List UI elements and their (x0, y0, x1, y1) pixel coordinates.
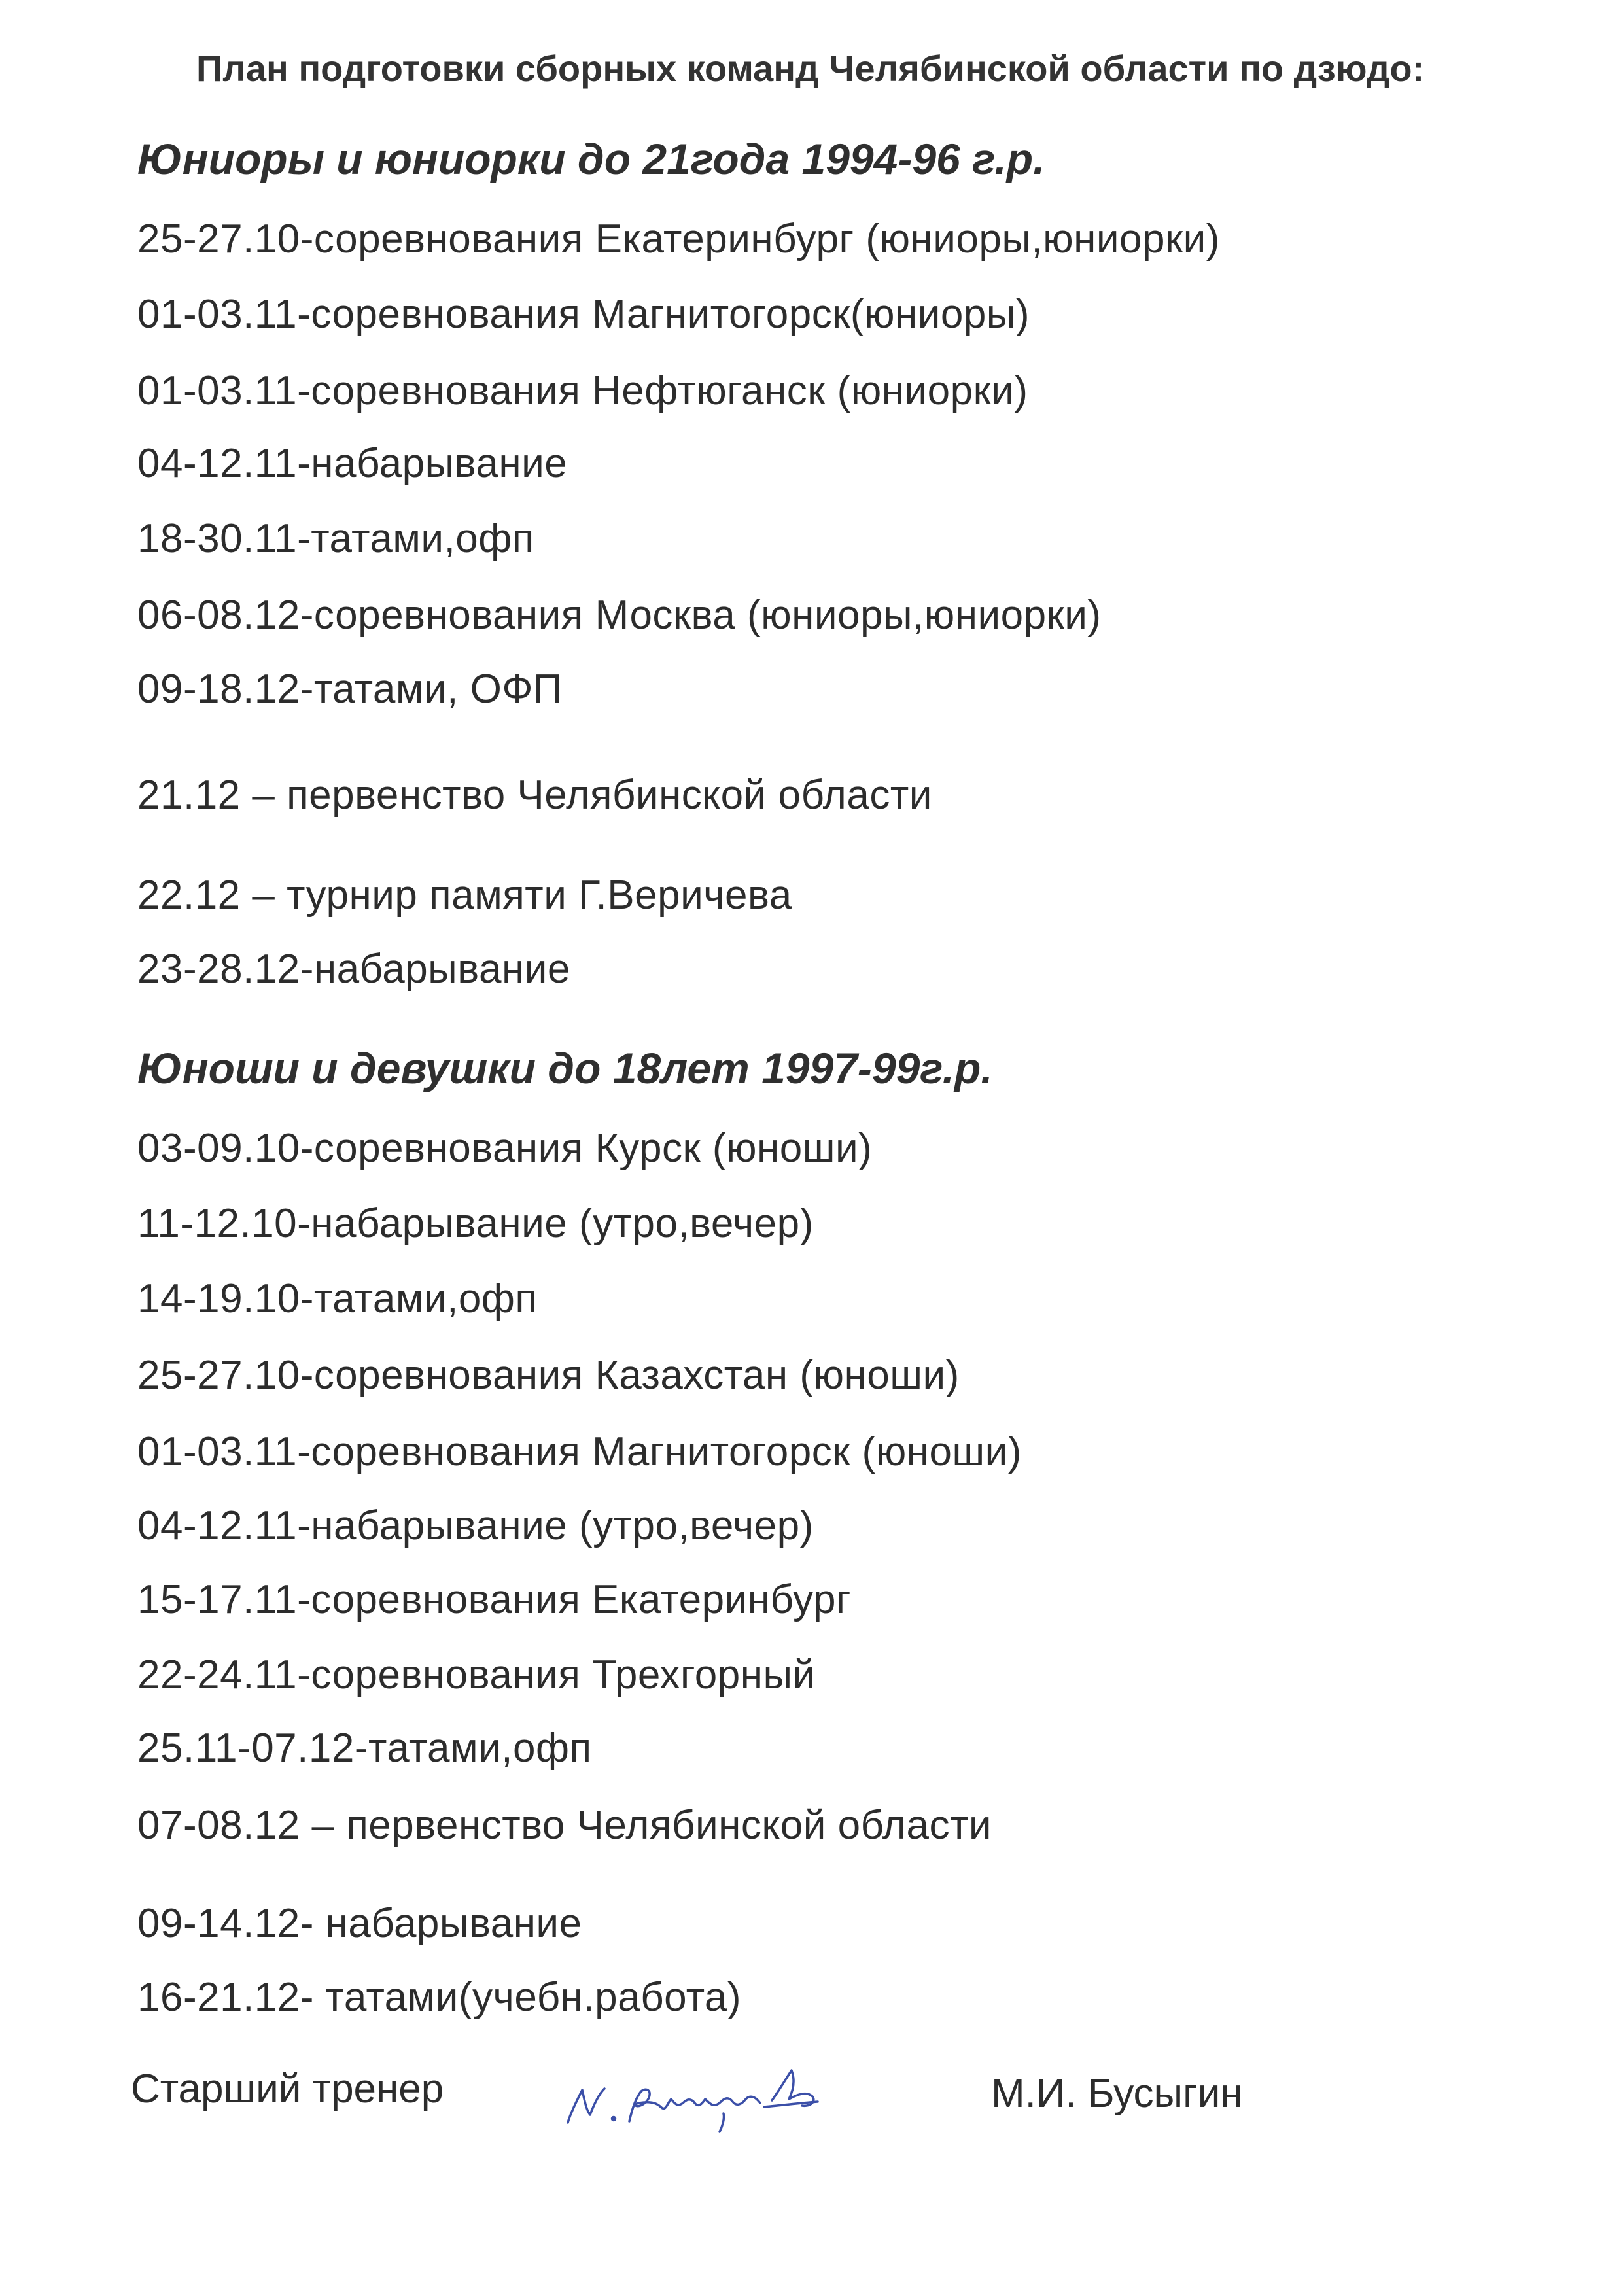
list-item: 01-03.11-соревнования Магнитогорск(юниоры) (137, 292, 1030, 337)
handwritten-signature (556, 2051, 870, 2136)
list-item: 01-03.11-соревнования Нефтюганск (юниорки) (137, 368, 1028, 413)
list-item: 14-19.10-татами,офп (137, 1276, 538, 1321)
list-item: 07-08.12 – первенство Челябинской области (137, 1803, 992, 1848)
list-item: 23-28.12-набарывание (137, 947, 570, 992)
list-item: 21.12 – первенство Челябинской области (137, 773, 932, 818)
list-item: 25-27.10-соревнования Екатеринбург (юниоры,юниорки) (137, 217, 1220, 262)
signatory-position: Старший тренер (131, 2066, 444, 2112)
list-item: 16-21.12- татами(учебн.работа) (137, 1975, 742, 2020)
list-item: 22.12 – турнир памяти Г.Веричева (137, 873, 792, 918)
list-item: 25.11-07.12-татами,офп (137, 1726, 592, 1771)
signatory-name: М.И. Бусыгин (991, 2071, 1243, 2116)
document-title: План подготовки сборных команд Челябинской области по дзюдо: (196, 48, 1425, 89)
list-item: 06-08.12-соревнования Москва (юниоры,юниорки) (137, 593, 1102, 638)
list-item: 18-30.11-татами,офп (137, 516, 534, 561)
list-item: 09-18.12-татами, ОФП (137, 667, 563, 712)
section-heading-youth: Юноши и девушки до 18лет 1997-99г.р. (137, 1044, 993, 1092)
list-item: 03-09.10-соревнования Курск (юноши) (137, 1126, 873, 1171)
list-item: 04-12.11-набарывание (утро,вечер) (137, 1503, 814, 1548)
list-item: 04-12.11-набарывание (137, 441, 568, 486)
section-heading-juniors: Юниоры и юниорки до 21года 1994-96 г.р. (137, 135, 1045, 183)
list-item: 22-24.11-соревнования Трехгорный (137, 1652, 816, 1697)
list-item: 11-12.10-набарывание (утро,вечер) (137, 1201, 814, 1246)
list-item: 15-17.11-соревнования Екатеринбург (137, 1577, 852, 1622)
list-item: 01-03.11-соревнования Магнитогорск (юноши) (137, 1429, 1022, 1474)
list-item: 09-14.12- набарывание (137, 1901, 582, 1946)
list-item: 25-27.10-соревнования Казахстан (юноши) (137, 1353, 960, 1398)
